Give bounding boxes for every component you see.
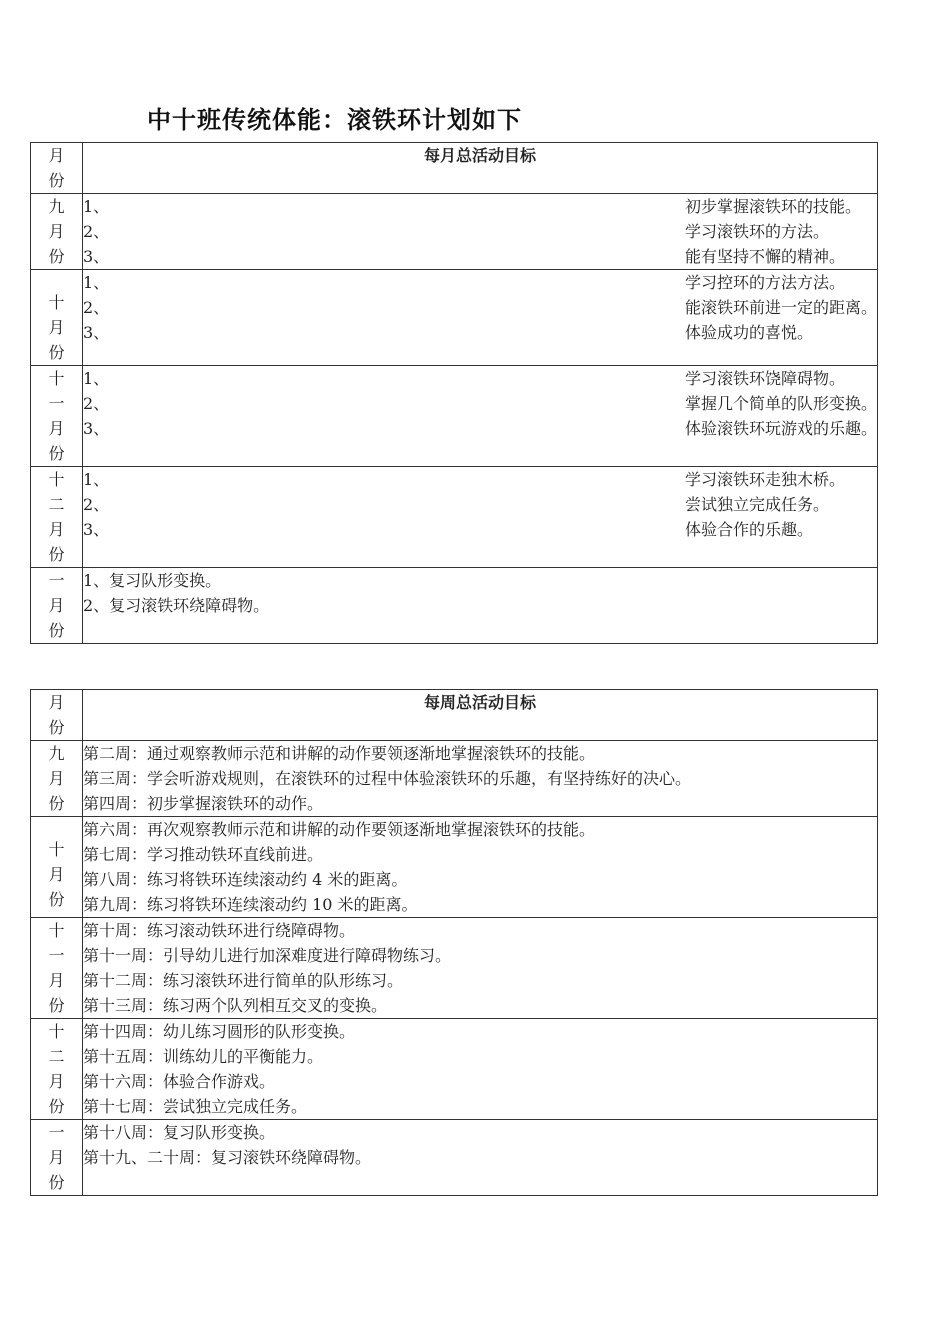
goal-number: 2、 <box>83 298 110 317</box>
weekly-goal-header: 每周总活动目标 <box>83 690 878 741</box>
month-char: 一 <box>48 394 65 413</box>
week-goal-line: 第六周：再次观察教师示范和讲解的动作要领逐渐地掌握滚铁环的技能。 <box>83 820 596 839</box>
goal-line <box>83 244 877 269</box>
month-char: 份 <box>48 1173 65 1192</box>
goal-text: 体验滚铁环玩游戏的乐趣。 <box>685 419 878 438</box>
goal-line <box>83 295 877 320</box>
goal-text: 体验成功的喜悦。 <box>685 323 814 342</box>
goal-line <box>83 492 877 517</box>
month-char: 十 <box>48 921 65 940</box>
goal-line <box>83 416 877 441</box>
goal-number: 2、 <box>83 222 110 241</box>
table-row <box>31 1019 878 1120</box>
goal-text: 初步掌握滚铁环的技能。 <box>685 197 862 216</box>
monthly-goals-table <box>30 142 878 644</box>
month-char: 份 <box>48 1097 65 1116</box>
goal-cell <box>83 194 878 270</box>
goal-line <box>83 517 877 542</box>
month-cell <box>31 270 83 366</box>
week-goal-line: 第二周：通过观察教师示范和讲解的动作要领逐渐地掌握滚铁环的技能。 <box>83 744 596 763</box>
goal-cell <box>83 1019 878 1120</box>
week-goal-line: 第七周：学习推动铁环直线前进。 <box>83 845 324 864</box>
month-header-cell <box>31 690 83 741</box>
goal-cell <box>83 270 878 366</box>
week-goal-line: 第十周：练习滚动铁环进行绕障碍物。 <box>83 921 356 940</box>
week-goal-line: 第十四周：幼儿练习圆形的队形变换。 <box>83 1022 356 1041</box>
month-char: 月 <box>48 520 65 539</box>
month-char: 月 <box>48 222 65 241</box>
table-row <box>31 918 878 1019</box>
month-char: 九 <box>48 197 65 216</box>
goal-line <box>83 219 877 244</box>
weekly-goals-table <box>30 689 878 1196</box>
month-char: 份 <box>48 545 65 564</box>
week-goal-line: 第十八周：复习队形变换。 <box>83 1123 276 1142</box>
week-goal-line: 第四周：初步掌握滚铁环的动作。 <box>83 794 324 813</box>
table-row <box>31 568 878 644</box>
goal-line: 2、复习滚铁环绕障碍物。 <box>83 596 270 615</box>
week-goal-line: 第十五周：训练幼儿的平衡能力。 <box>83 1047 324 1066</box>
week-goal-line: 第十三周：练习两个队列相互交叉的变换。 <box>83 996 388 1015</box>
month-char: 月 <box>48 1148 65 1167</box>
goal-text: 学习滚铁环饶障碍物。 <box>685 369 846 388</box>
table-row <box>31 270 878 366</box>
page-title: 中十班传统体能：滚铁环计划如下 <box>147 106 522 134</box>
week-goal-line: 第三周：学会听游戏规则，在滚铁环的过程中体验滚铁环的乐趣，有坚持练好的决心。 <box>83 769 692 788</box>
table-row <box>31 467 878 568</box>
month-char: 月 <box>48 596 65 615</box>
month-header-char: 月 <box>48 693 65 712</box>
goal-text: 学习控环的方法方法。 <box>685 273 846 292</box>
week-goal-line: 第十七周：尝试独立完成任务。 <box>83 1097 308 1116</box>
month-char: 份 <box>48 343 65 362</box>
goal-line <box>83 467 877 492</box>
week-goal-line: 第十一周：引导幼儿进行加深难度进行障碍物练习。 <box>83 946 452 965</box>
month-char: 份 <box>48 444 65 463</box>
goal-line <box>83 320 877 345</box>
month-cell <box>31 918 83 1019</box>
goal-text: 掌握几个简单的队形变换。 <box>685 394 878 413</box>
month-cell <box>31 1120 83 1196</box>
month-char: 份 <box>48 794 65 813</box>
goal-text: 学习滚铁环走独木桥。 <box>685 470 846 489</box>
goal-text: 尝试独立完成任务。 <box>685 495 830 514</box>
table-row <box>31 194 878 270</box>
goal-text: 能滚铁环前进一定的距离。 <box>685 298 878 317</box>
week-goal-line: 第九周：练习将铁环连续滚动约 10 米的距离。 <box>83 895 418 914</box>
table-row <box>31 741 878 817</box>
goal-cell <box>83 741 878 817</box>
goal-line: 1、复习队形变换。 <box>83 571 222 590</box>
goal-cell <box>83 366 878 467</box>
table-row <box>31 1120 878 1196</box>
week-goal-line: 第十二周：练习滚铁环进行简单的队形练习。 <box>83 971 404 990</box>
week-goal-line: 第八周：练习将铁环连续滚动约 4 米的距离。 <box>83 870 408 889</box>
month-cell <box>31 194 83 270</box>
goal-line <box>83 366 877 391</box>
goal-number: 2、 <box>83 394 110 413</box>
month-char: 一 <box>48 571 65 590</box>
goal-number: 3、 <box>83 323 110 342</box>
month-char: 份 <box>48 621 65 640</box>
goal-number: 2、 <box>83 495 110 514</box>
month-char: 十 <box>48 840 65 859</box>
monthly-goal-header: 每月总活动目标 <box>83 143 878 194</box>
month-char: 月 <box>48 865 65 884</box>
month-char: 十 <box>48 1022 65 1041</box>
goal-cell <box>83 918 878 1019</box>
month-char: 份 <box>48 890 65 909</box>
week-goal-line: 第十六周：体验合作游戏。 <box>83 1072 276 1091</box>
month-header-char: 月 <box>48 146 65 165</box>
goal-number: 1、 <box>83 273 110 292</box>
goal-text: 学习滚铁环的方法。 <box>685 222 830 241</box>
goal-number: 3、 <box>83 247 110 266</box>
month-char: 月 <box>48 769 65 788</box>
month-cell <box>31 1019 83 1120</box>
month-cell <box>31 568 83 644</box>
month-cell <box>31 817 83 918</box>
month-char: 十 <box>48 470 65 489</box>
month-cell <box>31 467 83 568</box>
month-char: 月 <box>48 419 65 438</box>
goal-cell <box>83 817 878 918</box>
goal-line <box>83 194 877 219</box>
goal-number: 3、 <box>83 419 110 438</box>
month-char: 月 <box>48 971 65 990</box>
month-char: 十 <box>48 293 65 312</box>
goal-number: 3、 <box>83 520 110 539</box>
month-header-cell <box>31 143 83 194</box>
goal-number: 1、 <box>83 470 110 489</box>
goal-number: 1、 <box>83 197 110 216</box>
week-goal-line: 第十九、二十周：复习滚铁环绕障碍物。 <box>83 1148 372 1167</box>
month-char: 一 <box>48 1123 65 1142</box>
goal-line <box>83 270 877 295</box>
month-char: 九 <box>48 744 65 763</box>
month-cell <box>31 741 83 817</box>
month-char: 一 <box>48 946 65 965</box>
table-header-row <box>31 690 878 741</box>
goal-cell <box>83 1120 878 1196</box>
goal-cell <box>83 568 878 644</box>
month-char: 份 <box>48 996 65 1015</box>
month-char: 月 <box>48 318 65 337</box>
goal-number: 1、 <box>83 369 110 388</box>
table-row <box>31 817 878 918</box>
table-header-row <box>31 143 878 194</box>
month-char: 份 <box>48 247 65 266</box>
goal-text: 能有坚持不懈的精神。 <box>685 247 846 266</box>
month-char: 二 <box>48 495 65 514</box>
month-char: 二 <box>48 1047 65 1066</box>
goal-cell <box>83 467 878 568</box>
month-header-char: 份 <box>48 718 65 737</box>
table-row <box>31 366 878 467</box>
month-cell <box>31 366 83 467</box>
month-char: 十 <box>48 369 65 388</box>
month-header-char: 份 <box>48 171 65 190</box>
goal-text: 体验合作的乐趣。 <box>685 520 814 539</box>
goal-line <box>83 391 877 416</box>
month-char: 月 <box>48 1072 65 1091</box>
